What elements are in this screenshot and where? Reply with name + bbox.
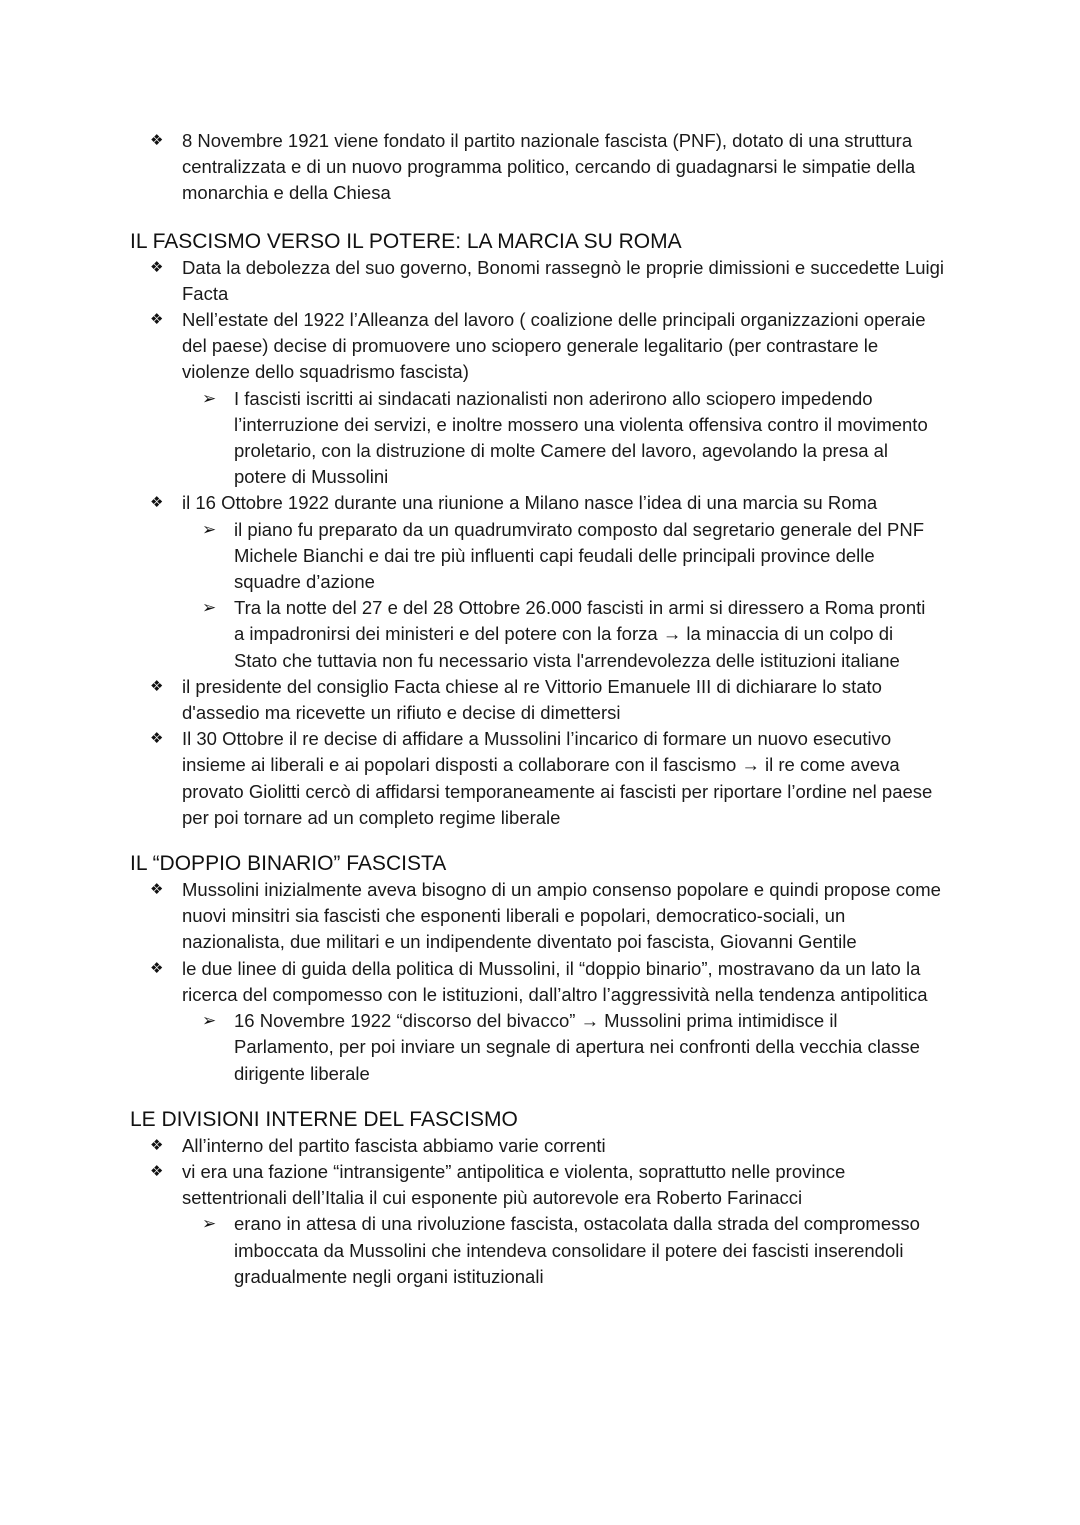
sub-list-item: [0, 386, 934, 491]
diamond-bullet-icon: ❖: [150, 1162, 164, 1180]
list-item-text: All’interno del partito fascista abbiamo varie correnti: [182, 1134, 606, 1156]
diamond-bullet-icon: ❖: [150, 677, 164, 695]
sub-list-item: [0, 1008, 934, 1087]
document-page: [0, 128, 1080, 1290]
list-item: [0, 255, 947, 307]
list-item-text: erano in attesa di una rivoluzione fascista, ostacolata dalla strada del compromesso imboccata da Mussolini che intendeva consolidare il potere dei fascisti inserendoli gradualmente negli organi istituzionali: [234, 1213, 920, 1287]
list-item-text: I fascisti iscritti ai sindacati nazionalisti non aderirono allo sciopero impedendo l’interruzione dei servizi, e inoltre mossero una violenta offensiva contro il movimento proletario, con la distruzione di molte Camere del lavoro, agevolando la presa al potere di Mussolini: [234, 387, 928, 488]
diamond-bullet-icon: ❖: [150, 730, 164, 748]
list-item-text: Nell’estate del 1922 l’Alleanza del lavoro ( coalizione delle principali organizzazioni operaie del paese) decise di promuovere uno sciopero generale legalitario (per contrastare le violenze dello squadrismo fascista): [182, 309, 926, 383]
arrow-bullet-icon: ➢: [202, 1214, 217, 1234]
arrow-bullet-icon: ➢: [202, 519, 217, 539]
list-item: [0, 128, 947, 207]
list-item: [0, 1159, 947, 1211]
list-item-text: il 16 Ottobre 1922 durante una riunione a Milano nasce l’idea di una marcia su Roma: [182, 492, 878, 514]
list-item: [0, 726, 947, 831]
list-item: [0, 956, 947, 1008]
list-item: [0, 674, 947, 726]
section-doppio-binario: [0, 851, 1080, 1087]
list-item: [0, 490, 947, 516]
section-heading: LE DIVISIONI INTERNE DEL FASCISMO: [130, 1107, 518, 1131]
diamond-bullet-icon: ❖: [150, 132, 164, 149]
section-marcia-su-roma: [0, 229, 1080, 831]
section-heading: IL “DOPPIO BINARIO” FASCISTA: [130, 852, 447, 876]
list-item-text: le due linee di guida della politica di Mussolini, il “doppio binario”, mostravano da un lato la ricerca del compomesso con le istituzioni, dall’altro l’aggressività nella tendenza antipolitica: [182, 957, 928, 1005]
list-item-text: Tra la notte del 27 e del 28 Ottobre 26.000 fascisti in armi si diressero a Roma pronti a impadronirsi dei ministeri e del potere con la forza → la minaccia di un colpo di Stato che tuttavia non fu necessario vista l'arrendevolezza delle istituzioni italiane: [234, 597, 926, 671]
sub-list-item: [0, 595, 934, 674]
list-item-text: vi era una fazione “intransigente” antipolitica e violenta, soprattutto nelle province settentrionali dell’Italia il cui esponente più autorevole era Roberto Farinacci: [182, 1160, 846, 1209]
list-item-text: 8 Novembre 1921 viene fondato il partito nazionale fascista (PNF), dotato di una struttura centralizzata e di un nuovo programma politico, cercando di guadagnarsi le simpatie della monarchia e della Chiesa: [182, 130, 916, 204]
sub-list-item: [0, 1211, 934, 1290]
diamond-bullet-icon: ❖: [150, 959, 164, 977]
arrow-bullet-icon: ➢: [202, 598, 217, 618]
section-intro: [0, 128, 1080, 207]
list-item-text: il piano fu preparato da un quadrumvirato composto dal segretario generale del PNF Michele Bianchi e dai tre più influenti capi feudali delle principali province delle squadre d’azione: [234, 518, 925, 593]
list-item-text: Data la debolezza del suo governo, Bonomi rassegnò le proprie dimissioni e succedette Luigi Facta: [182, 256, 945, 304]
arrow-bullet-icon: ➢: [202, 388, 217, 408]
arrow-bullet-icon: ➢: [202, 1011, 217, 1031]
diamond-bullet-icon: ❖: [150, 258, 164, 276]
list-item: [0, 1133, 947, 1159]
diamond-bullet-icon: ❖: [150, 881, 164, 899]
list-item-text: il presidente del consiglio Facta chiese al re Vittorio Emanuele III di dichiarare lo stato d'assedio ma ricevette un rifiuto e decise di dimettersi: [182, 675, 882, 724]
list-item: [0, 307, 947, 386]
diamond-bullet-icon: ❖: [150, 1136, 164, 1154]
list-item-text: Il 30 Ottobre il re decise di affidare a Mussolini l’incarico di formare un nuovo esecutivo insieme ai liberali e ai popolari disposti a collaborare con il fascismo → il re come aveva provato Giolitti cercò di affidarsi temporaneamente ai fascisti per riportare l’ordine nel paese per poi tornare ad un completo regime liberale: [182, 728, 933, 828]
list-item: [0, 877, 947, 956]
diamond-bullet-icon: ❖: [150, 311, 164, 329]
list-item-text: Mussolini inizialmente aveva bisogno di un ampio consenso popolare e quindi propose come nuovi minsitri sia fascisti che esponenti liberali e popolari, democratico-sociali, un nazionalista, due militari e un indipendente diventato poi fascista, Giovanni Gentile: [182, 879, 941, 953]
list-item-text: 16 Novembre 1922 “discorso del bivacco” → Mussolini prima intimidisce il Parlamento, per poi inviare un segnale di apertura nei confronti della vecchia classe dirigente liberale: [234, 1010, 920, 1084]
diamond-bullet-icon: ❖: [150, 494, 164, 512]
section-heading: IL FASCISMO VERSO IL POTERE: LA MARCIA SU ROMA: [130, 229, 682, 253]
section-divisioni-interne: [0, 1107, 1080, 1290]
sub-list-item: [0, 517, 934, 596]
